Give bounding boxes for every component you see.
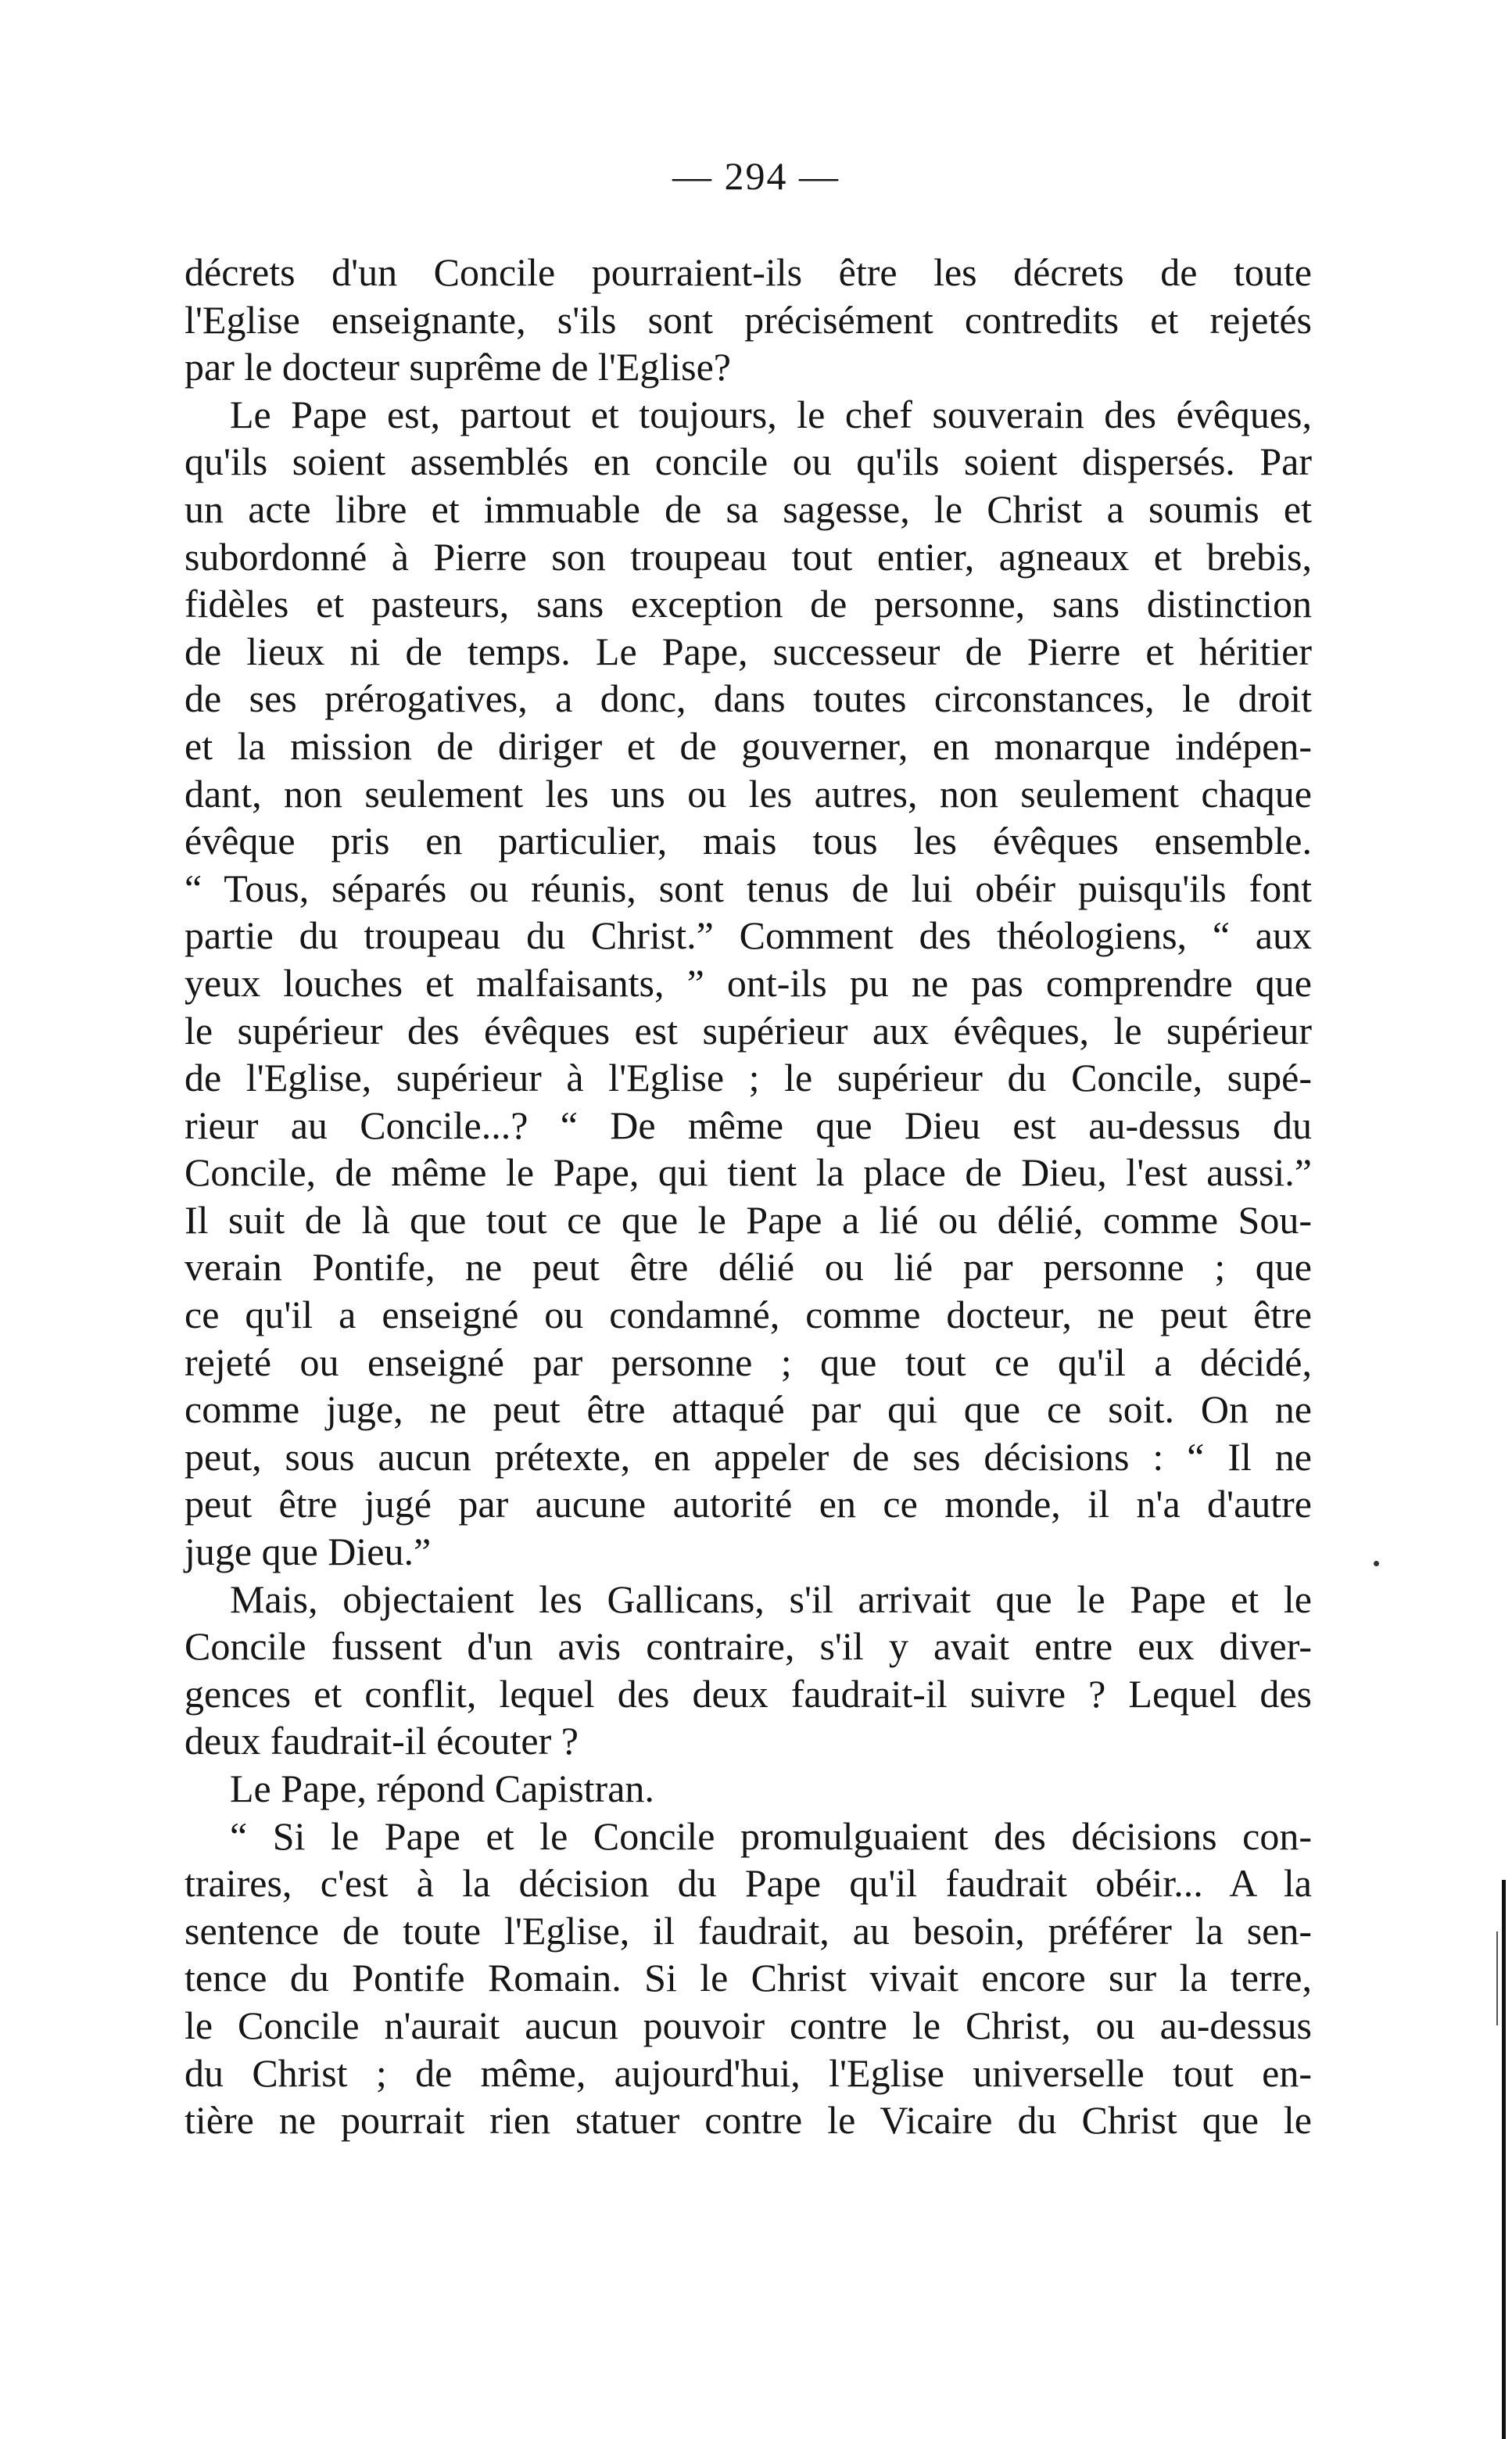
ink-speck — [1374, 1561, 1379, 1566]
text-line: juge que Dieu.” — [185, 1530, 432, 1574]
text-line: peut, sous aucun prétexte, en appeler de ses décisions : “ Il ne — [185, 1434, 1312, 1479]
text-line: Concile, de même le Pape, qui tient la place de Dieu, l'est aussi.” — [185, 1150, 1312, 1195]
text-line: Concile fussent d'un avis contraire, s'il y avait entre eux diver- — [185, 1624, 1312, 1669]
text-line: “ Si le Pape et le Concile promulguaient des décisions con- — [230, 1813, 1312, 1858]
text-line: rejeté ou enseigné par personne ; que tout ce qu'il a décidé, — [185, 1340, 1312, 1384]
text-line: un acte libre et immuable de sa sagesse, le Christ a soumis et — [185, 486, 1312, 531]
text-line: évêque pris en particulier, mais tous les évêques ensemble. — [185, 819, 1312, 863]
text-line: de ses prérogatives, a donc, dans toutes circonstances, le droit — [185, 676, 1312, 721]
text-line: de lieux ni de temps. Le Pape, successeur de Pierre et héritier — [185, 629, 1312, 673]
text-line: dant, non seulement les uns ou les autres, non seulement chaque — [185, 771, 1312, 816]
text-line: peut être jugé par aucune autorité en ce monde, il n'a d'autre — [185, 1482, 1312, 1526]
text-line: Le Pape est, partout et toujours, le chef souverain des évêques, — [230, 392, 1312, 436]
body-text — [185, 249, 1312, 2144]
text-line: du Christ ; de même, aujourd'hui, l'Eglise universelle tout en- — [185, 2050, 1312, 2095]
text-line: fidèles et pasteurs, sans exception de personne, sans distinction — [185, 582, 1312, 626]
text-line: qu'ils soient assemblés en concile ou qu'ils soient dispersés. Par — [185, 439, 1312, 484]
text-line: Mais, objectaient les Gallicans, s'il arrivait que le Pape et le — [230, 1576, 1312, 1621]
page-edge-rule — [1502, 1880, 1506, 2439]
text-line: comme juge, ne peut être attaqué par qui que ce soit. On ne — [185, 1387, 1312, 1432]
page-edge-shadow — [1496, 1931, 1498, 2025]
text-line: tière ne pourrait rien statuer contre le Vicaire du Christ que le — [185, 2098, 1312, 2143]
text-line: verain Pontife, ne peut être délié ou lié par personne ; que — [185, 1245, 1312, 1289]
text-line: le Concile n'aurait aucun pouvoir contre le Christ, ou au-dessus — [185, 2003, 1312, 2047]
text-line: par le docteur suprême de l'Eglise? — [185, 345, 731, 389]
text-line: subordonné à Pierre son troupeau tout entier, agneaux et brebis, — [185, 534, 1312, 579]
page-number: — 294 — — [672, 154, 840, 198]
text-line: ce qu'il a enseigné ou condamné, comme docteur, ne peut être — [185, 1293, 1312, 1337]
text-line: gences et conflit, lequel des deux faudrait-il suivre ? Lequel des — [185, 1671, 1312, 1716]
text-line: tence du Pontife Romain. Si le Christ vivait encore sur la terre, — [185, 1956, 1312, 2000]
text-line: yeux louches et malfaisants, ” ont-ils pu ne pas comprendre que — [185, 960, 1312, 1005]
text-line: traires, c'est à la décision du Pape qu'il faudrait obéir... A la — [185, 1861, 1312, 1906]
text-line: le supérieur des évêques est supérieur aux évêques, le supérieur — [185, 1008, 1312, 1053]
text-line: Il suit de là que tout ce que le Pape a lié ou délié, comme Sou- — [185, 1197, 1312, 1242]
text-line: et la mission de diriger et de gouverner, en monarque indépen- — [185, 723, 1312, 768]
text-line: de l'Eglise, supérieur à l'Eglise ; le supérieur du Concile, supé- — [185, 1056, 1312, 1100]
text-line: rieur au Concile...? “ De même que Dieu est au-dessus du — [185, 1103, 1312, 1147]
text-line: “ Tous, séparés ou réunis, sont tenus de lui obéir puisqu'ils font — [185, 866, 1312, 910]
text-line: l'Eglise enseignante, s'ils sont précisément contredits et rejetés — [185, 297, 1312, 342]
text-line: Le Pape, répond Capistran. — [230, 1766, 654, 1810]
text-line: partie du troupeau du Christ.” Comment des théologiens, “ aux — [185, 913, 1312, 958]
text-line: deux faudrait-il écouter ? — [185, 1719, 579, 1763]
text-line: sentence de toute l'Eglise, il faudrait, au besoin, préférer la sen- — [185, 1908, 1312, 1953]
text-line: décrets d'un Concile pourraient-ils être les décrets de toute — [185, 250, 1312, 294]
